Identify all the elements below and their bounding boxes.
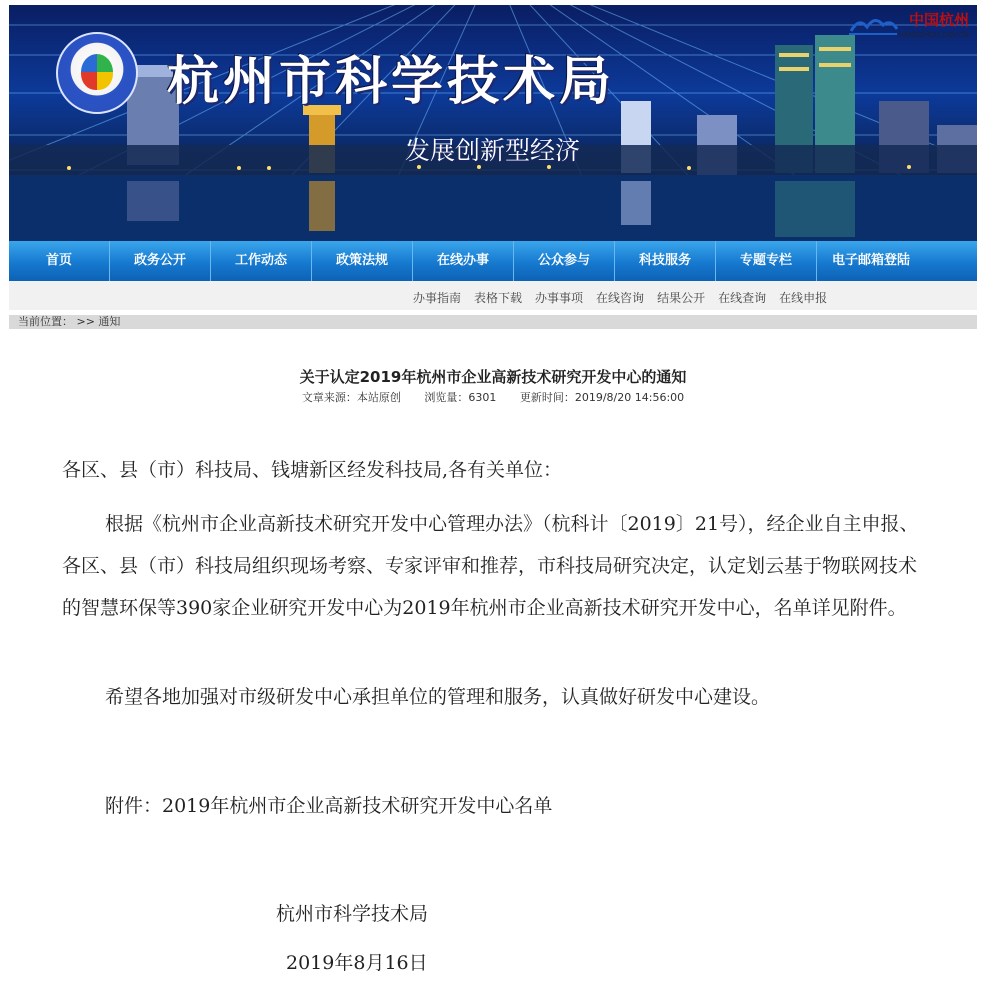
nav-special-topics[interactable]: 专题专栏 [716, 241, 817, 281]
breadcrumb-path[interactable]: >> 通知 [76, 315, 121, 328]
subnav-consult[interactable]: 在线咨询 [596, 291, 645, 305]
subnav-matters[interactable]: 办事事项 [535, 291, 584, 305]
article-views: 浏览量：6301 [424, 391, 497, 404]
breadcrumb [9, 315, 977, 329]
nav-sci-tech-services[interactable]: 科技服务 [615, 241, 716, 281]
attachment-link[interactable]: 附件：2019年杭州市企业高新技术研究开发中心名单 [105, 795, 553, 817]
article-source: 文章来源：本站原创 [301, 391, 401, 404]
article-meta [0, 389, 986, 405]
site-banner [9, 5, 977, 241]
nav-home[interactable]: 首页 [9, 241, 110, 281]
main-nav [9, 241, 977, 281]
subnav-apply[interactable]: 在线申报 [779, 291, 828, 305]
hangzhou-domain: HANGZHOU.GOV.CN [898, 31, 969, 39]
article-salutation: 各区、县（市）科技局、钱塘新区经发科技局,各有关单位： [62, 459, 563, 481]
nav-online-services[interactable]: 在线办事 [413, 241, 514, 281]
article-signature: 杭州市科学技术局 [276, 903, 429, 925]
hangzhou-emblem-icon [847, 9, 899, 37]
article-title: 关于认定2019年杭州市企业高新技术研究开发中心的通知 [299, 368, 687, 386]
subnav-forms[interactable]: 表格下载 [474, 291, 523, 305]
bureau-logo[interactable] [56, 32, 138, 114]
article-paragraph-main: 根据《杭州市企业高新技术研究开发中心管理办法》（杭科计〔2019〕21号），经企业自主申报、各区、县（市）科技局组织现场考察、专家评审和推荐，市科技局研究决定，认定划云基于物联网技术的智慧环保等390家企业研究开发中心为2019年杭州市企业高新技术研究开发中心，名单详见附件。 [62, 513, 919, 619]
subnav-guide[interactable]: 办事指南 [413, 291, 462, 305]
article-updated: 更新时间：2019/8/20 14:56:00 [519, 391, 685, 404]
nav-work-news[interactable]: 工作动态 [211, 241, 312, 281]
subnav-query[interactable]: 在线查询 [718, 291, 767, 305]
banner-slogan: 发展创新型经济 [405, 136, 581, 165]
breadcrumb-label: 当前位置： [18, 315, 73, 328]
article-date: 2019年8月16日 [286, 952, 428, 974]
nav-public-participation[interactable]: 公众参与 [514, 241, 615, 281]
nav-email-login[interactable]: 电子邮箱登陆 [831, 253, 910, 268]
article-paragraph-hope: 希望各地加强对市级研发中心承担单位的管理和服务，认真做好研发中心建设。 [105, 686, 771, 708]
banner-title: 杭州市科学技术局 [167, 51, 616, 112]
sub-nav [9, 281, 977, 310]
logo-emblem-icon [81, 54, 113, 90]
subnav-results[interactable]: 结果公开 [657, 291, 706, 305]
nav-gov-affairs[interactable]: 政务公开 [110, 241, 211, 281]
china-hangzhou-link[interactable] [898, 9, 969, 39]
nav-policies[interactable]: 政策法规 [312, 241, 413, 281]
china-hangzhou-label: 中国杭州 [908, 11, 969, 29]
